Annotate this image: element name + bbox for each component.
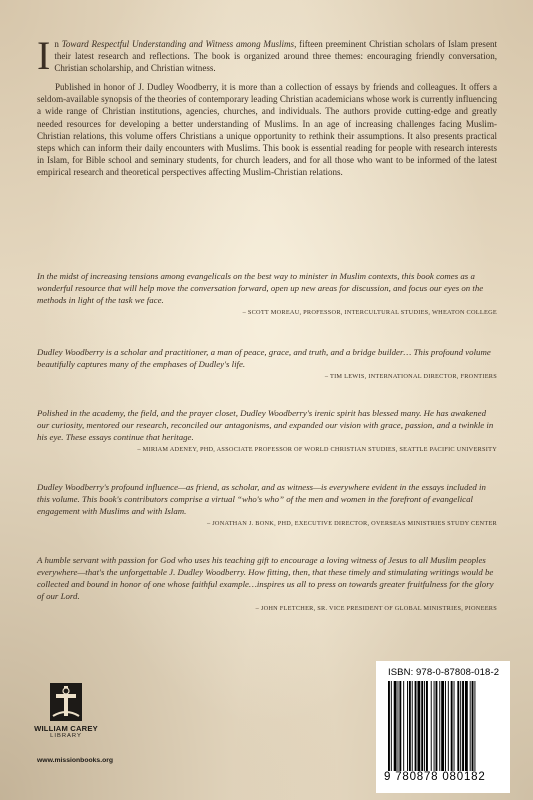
- endorsement-quote: Dudley Woodberry is a scholar and practitioner, a man of peace, grace, and truth, and a bridge builder… This profound volume beautifully captures many of the emphases of Dudley's life.: [37, 347, 491, 370]
- publisher-name: WILLIAM CAREY: [34, 724, 98, 733]
- endorsement-attribution: – SCOTT MOREAU, PROFESSOR, INTERCULTURAL STUDIES, WHEATON COLLEGE: [242, 309, 497, 317]
- endorsement-attribution: – JONATHAN J. BONK, PHD, EXECUTIVE DIRECTOR, OVERSEAS MINISTRIES STUDY CENTER: [206, 520, 497, 528]
- william-carey-library-logo-icon: [49, 682, 83, 722]
- endorsement-3: [37, 407, 497, 456]
- intro-paragraph-1: [37, 33, 497, 78]
- endorsement-quote: Polished in the academy, the field, and the prayer closet, Dudley Woodberry's irenic spirit has blessed many. He has awakened our curiosity, mentored our research, reconciled our antagonisms, and expanded our vision with grace, passion, and a twinkle in his eye. These essays continue that heritage.: [37, 408, 494, 443]
- endorsement-attribution: – MIRIAM ADENEY, PHD, ASSOCIATE PROFESSOR OF WORLD CHRISTIAN STUDIES, SEATTLE PACIFIC UNIVERSITY: [137, 446, 497, 454]
- endorsement-quote: Dudley Woodberry's profound influence—as friend, as scholar, and as witness—is everywhere evident in the essays included in this volume. This book's contributors comprise a virtual “who's who” of the men and women in the forefront of evangelical engagement with Muslims and with Islam.: [37, 482, 486, 517]
- drop-cap: I: [37, 33, 51, 78]
- endorsement-quote: A humble servant with passion for God who uses his teaching gift to encourage a loving witness of Jesus to all Muslim peoples everywhere—that's the unforgettable J. Dudley Woodberry. How fitting, then, that these timely and stimulating writings would be collected and bound in honor of one whose faithful example…inspires us all to press on towards greater fruitfulness for the glory of our Lord.: [37, 555, 494, 602]
- intro-paragraph-2: Published in honor of J. Dudley Woodberry, it is more than a collection of essays by friends and colleagues. It offers a seldom-available synopsis of the theories of contemporary leading Christian academicians whose work is currently influencing a wide range of Christian institutions, agencies, churches, and individuals. The authors provide cutting-edge and greatly needed resources for developing a better understanding of Muslims. In an age of increasing challenges facing Muslim-Christian relations, this volume offers Christians a unique opportunity to rethink their assumptions. It also presents practical steps which can inform their daily encounters with Muslims. This book is essential reading for people with research interests in Islam, for Bible school and seminary students, for church leaders, and for all those who want to be informed of the latest empirical research and theoretical perspectives affecting Muslim-Christian relations.: [37, 82, 497, 177]
- intro-p1-lead: n: [54, 39, 62, 49]
- barcode: [386, 681, 502, 773]
- publisher-subname: LIBRARY: [50, 733, 82, 739]
- barcode-digits: 9 780878 080182: [384, 771, 486, 783]
- endorsement-attribution: – JOHN FLETCHER, SR. VICE PRESIDENT OF GLOBAL MINISTRIES, PIONEERS: [255, 605, 497, 613]
- endorsement-4: [37, 481, 497, 530]
- publisher-website[interactable]: www.missionbooks.org: [37, 757, 114, 764]
- isbn-number: ISBN: 978-0-87808-018-2: [388, 667, 500, 678]
- endorsement-5: [37, 554, 497, 615]
- endorsement-2: [37, 346, 497, 383]
- publisher-logo: [30, 682, 102, 740]
- book-title: Toward Respectful Understanding and Witness among Muslims: [61, 39, 295, 49]
- endorsement-attribution: – TIM LEWIS, INTERNATIONAL DIRECTOR, FRONTIERS: [324, 373, 497, 381]
- endorsement-1: [37, 270, 497, 319]
- endorsement-quote: In the midst of increasing tensions among evangelicals on the best way to minister in Muslim contexts, this book comes as a wonderful resource that will help move the conversation forward, open up new areas for discussion, and focus our eyes on the methods in light of the task we face.: [37, 271, 484, 306]
- isbn-barcode-box: [376, 661, 510, 793]
- intro-p1-rest: , fifteen preeminent Christian scholars of Islam present their latest research and reflections. The book is organized around three themes: encouraging friendly conversation, Christian scholarship, and Christian witness.: [54, 39, 497, 74]
- back-cover-description: [37, 33, 497, 178]
